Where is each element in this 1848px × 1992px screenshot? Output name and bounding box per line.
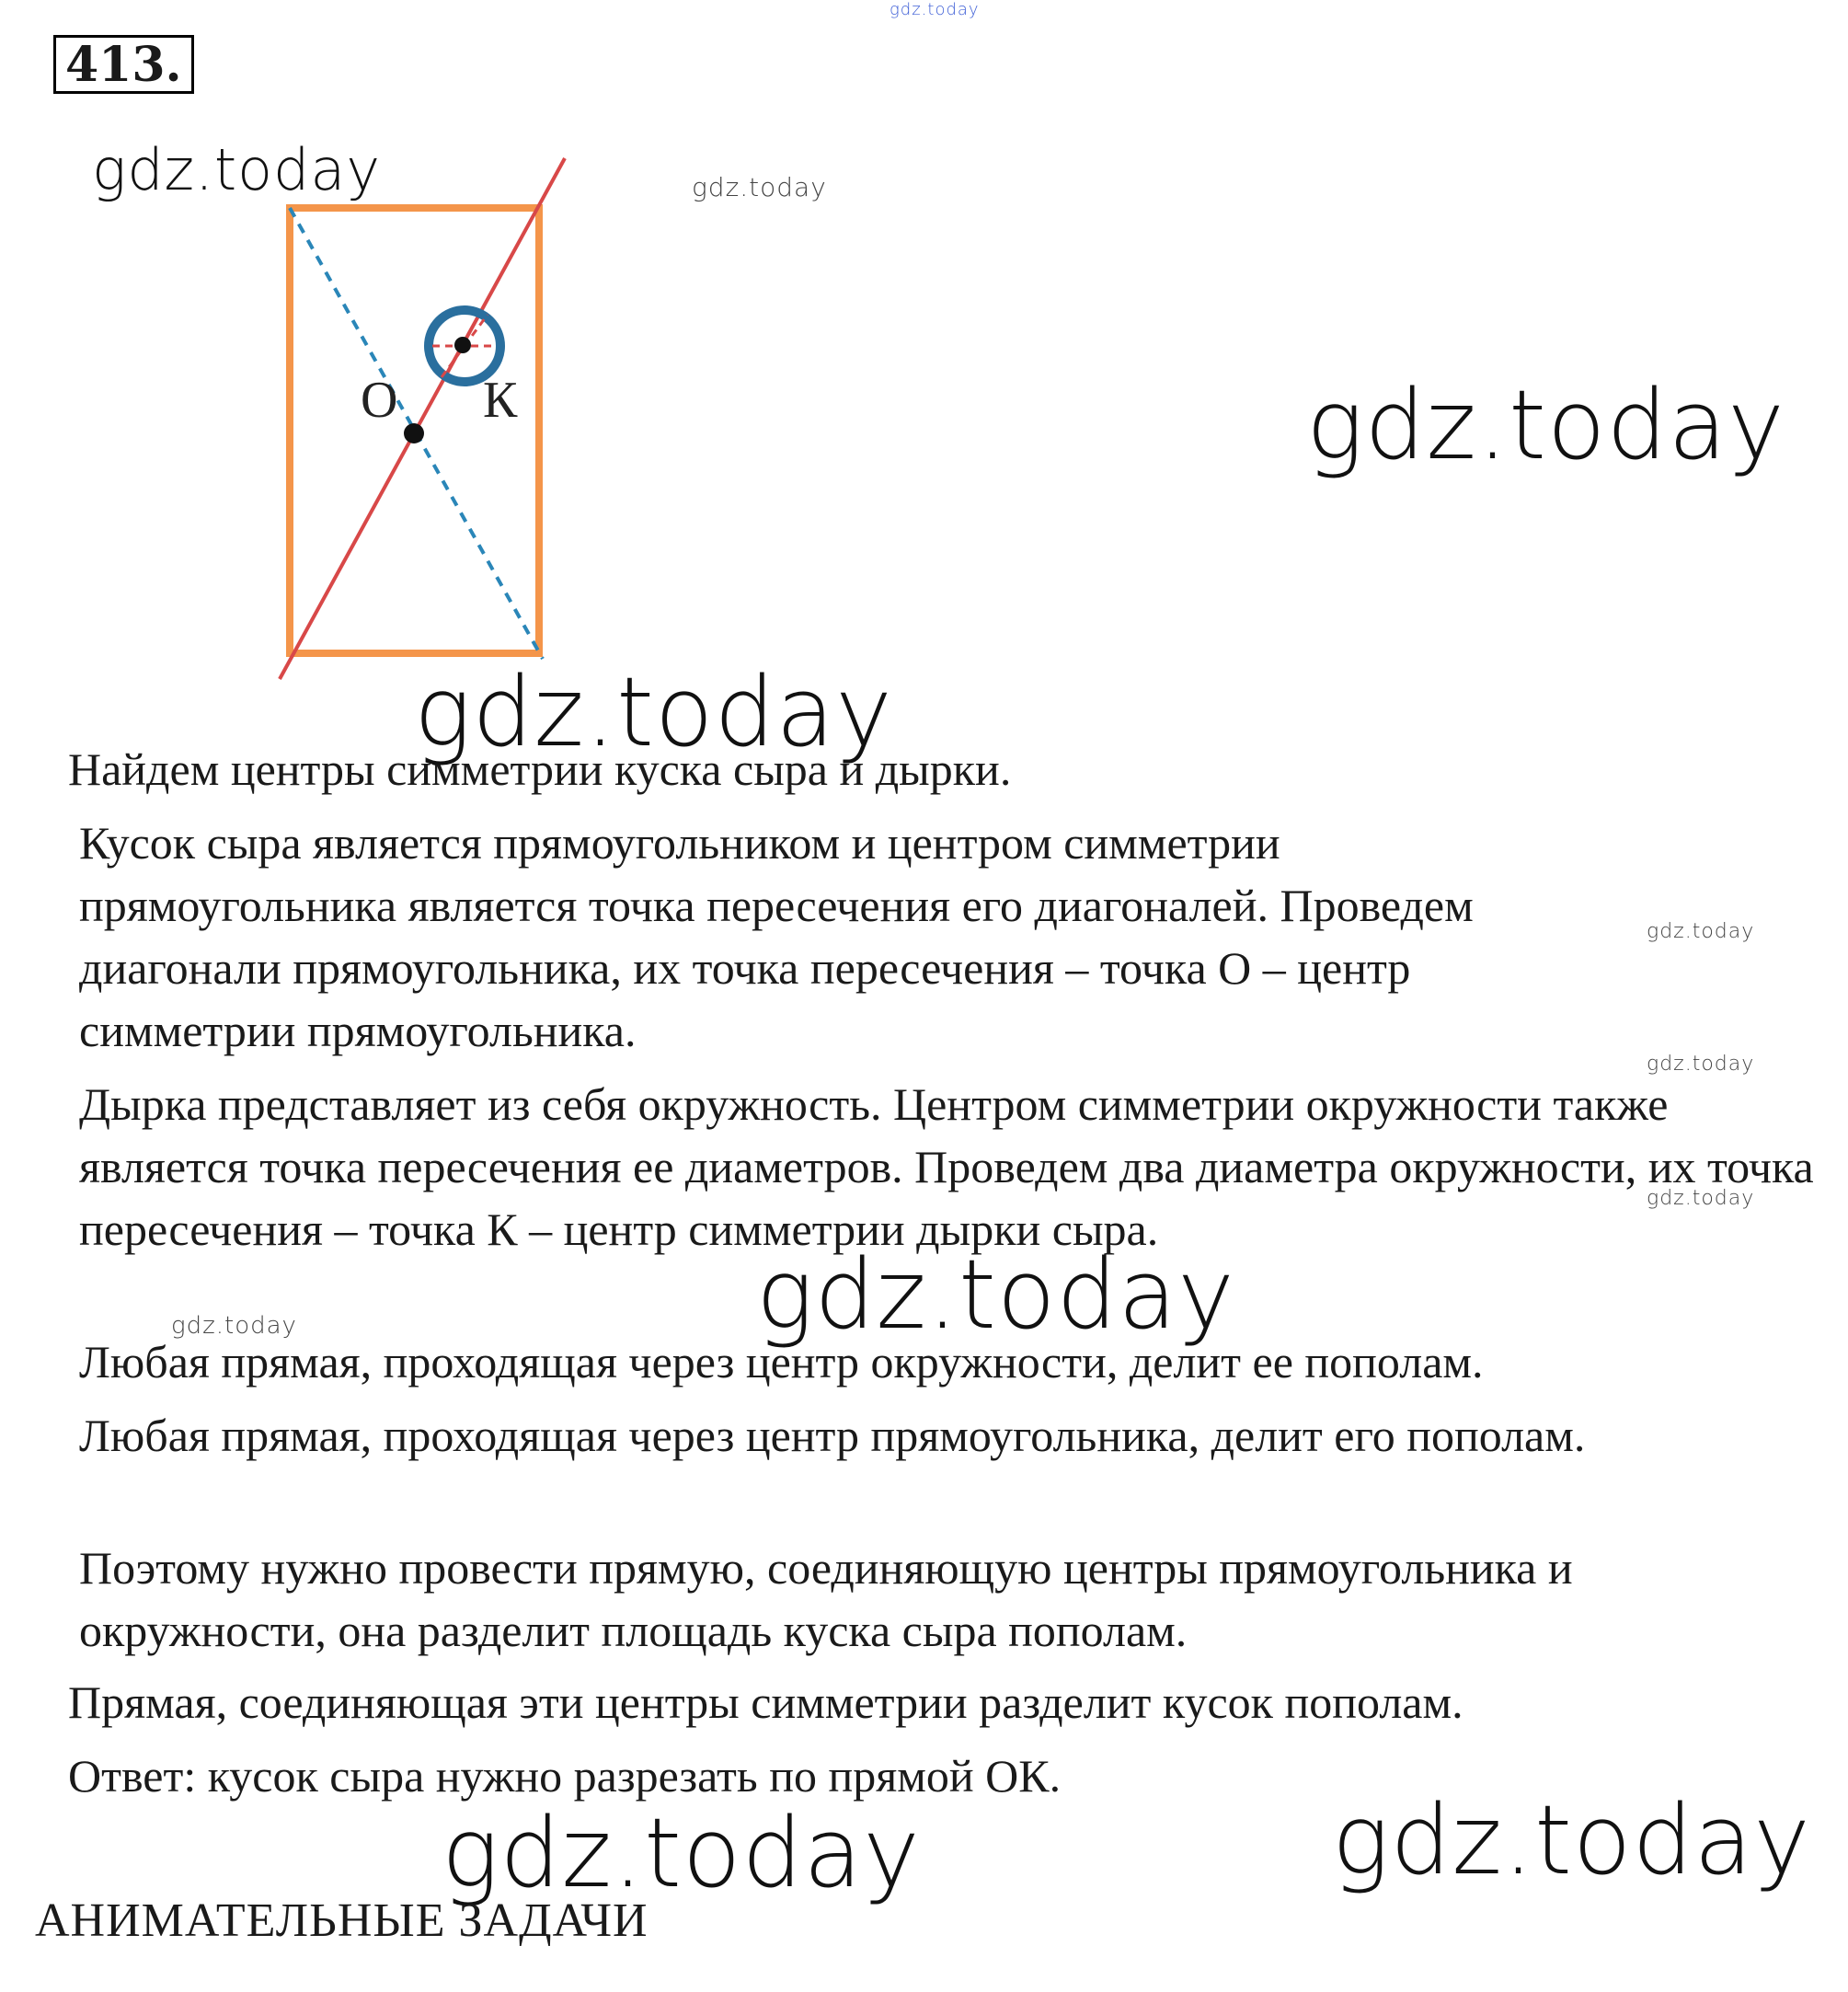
paragraph-3: Дырка представляет из себя окружность. Центром симметрии окружности также является точка пересечения ее диаметров. Проведем два диаметра окружности, их точка пересечения – точка К – центр симметрии дырки сыра. [79, 1078, 1814, 1255]
watermark-small-5: gdz.today [171, 1312, 297, 1340]
problem-number: 413. [53, 35, 194, 94]
paragraph-7: Прямая, соединяющая эти центры симметрии разделит кусок пополам. [68, 1676, 1463, 1728]
watermark-small-2: gdz.today [1647, 920, 1755, 943]
paragraph-4: Любая прямая, проходящая через центр окружности, делит ее пополам. [79, 1336, 1484, 1387]
paragraph-8: Ответ: кусок сыра нужно разрезать по прямой ОК. [68, 1750, 1062, 1802]
paragraph-6: Поэтому нужно провести прямую, соединяющую центры прямоугольника и окружности, она разделит площадь куска сыра пополам. [79, 1542, 1573, 1656]
watermark-figure: gdz.today [92, 136, 382, 203]
cut-line [280, 158, 565, 679]
watermark-large-bottom-right: gdz.today [1332, 1784, 1811, 1896]
point-o [404, 423, 424, 443]
watermark-large-center: gdz.today [414, 656, 893, 768]
figure [258, 147, 607, 699]
watermark-small-1: gdz.today [692, 172, 827, 202]
watermark-small-4: gdz.today [1647, 1187, 1755, 1210]
watermark-large-middle: gdz.today [756, 1238, 1235, 1351]
paragraph-2: Кусок сыра является прямоугольником и центром симметрии прямоугольника является точка пересечения его диагоналей. Проведем диагонали прямоугольника, их точка пересечения – точка О – центр симметрии прямоугольника. [79, 817, 1474, 1056]
paragraph-5: Любая прямая, проходящая через центр прямоугольника, делит его пополам. [79, 1410, 1586, 1461]
point-k [454, 337, 471, 353]
section-footer: АНИМАТЕЛЬНЫЕ ЗАДАЧИ [35, 1894, 649, 1947]
watermark-small-3: gdz.today [1647, 1053, 1755, 1076]
paragraph-1: Найдем центры симметрии куска сыра и дырки. [68, 743, 1012, 795]
label-k: К [483, 372, 518, 429]
watermark-top: gdz.today [890, 0, 980, 19]
watermark-large-right: gdz.today [1306, 369, 1785, 481]
watermark-large-bottom-left: gdz.today [442, 1797, 921, 1909]
label-o: О [361, 372, 398, 429]
